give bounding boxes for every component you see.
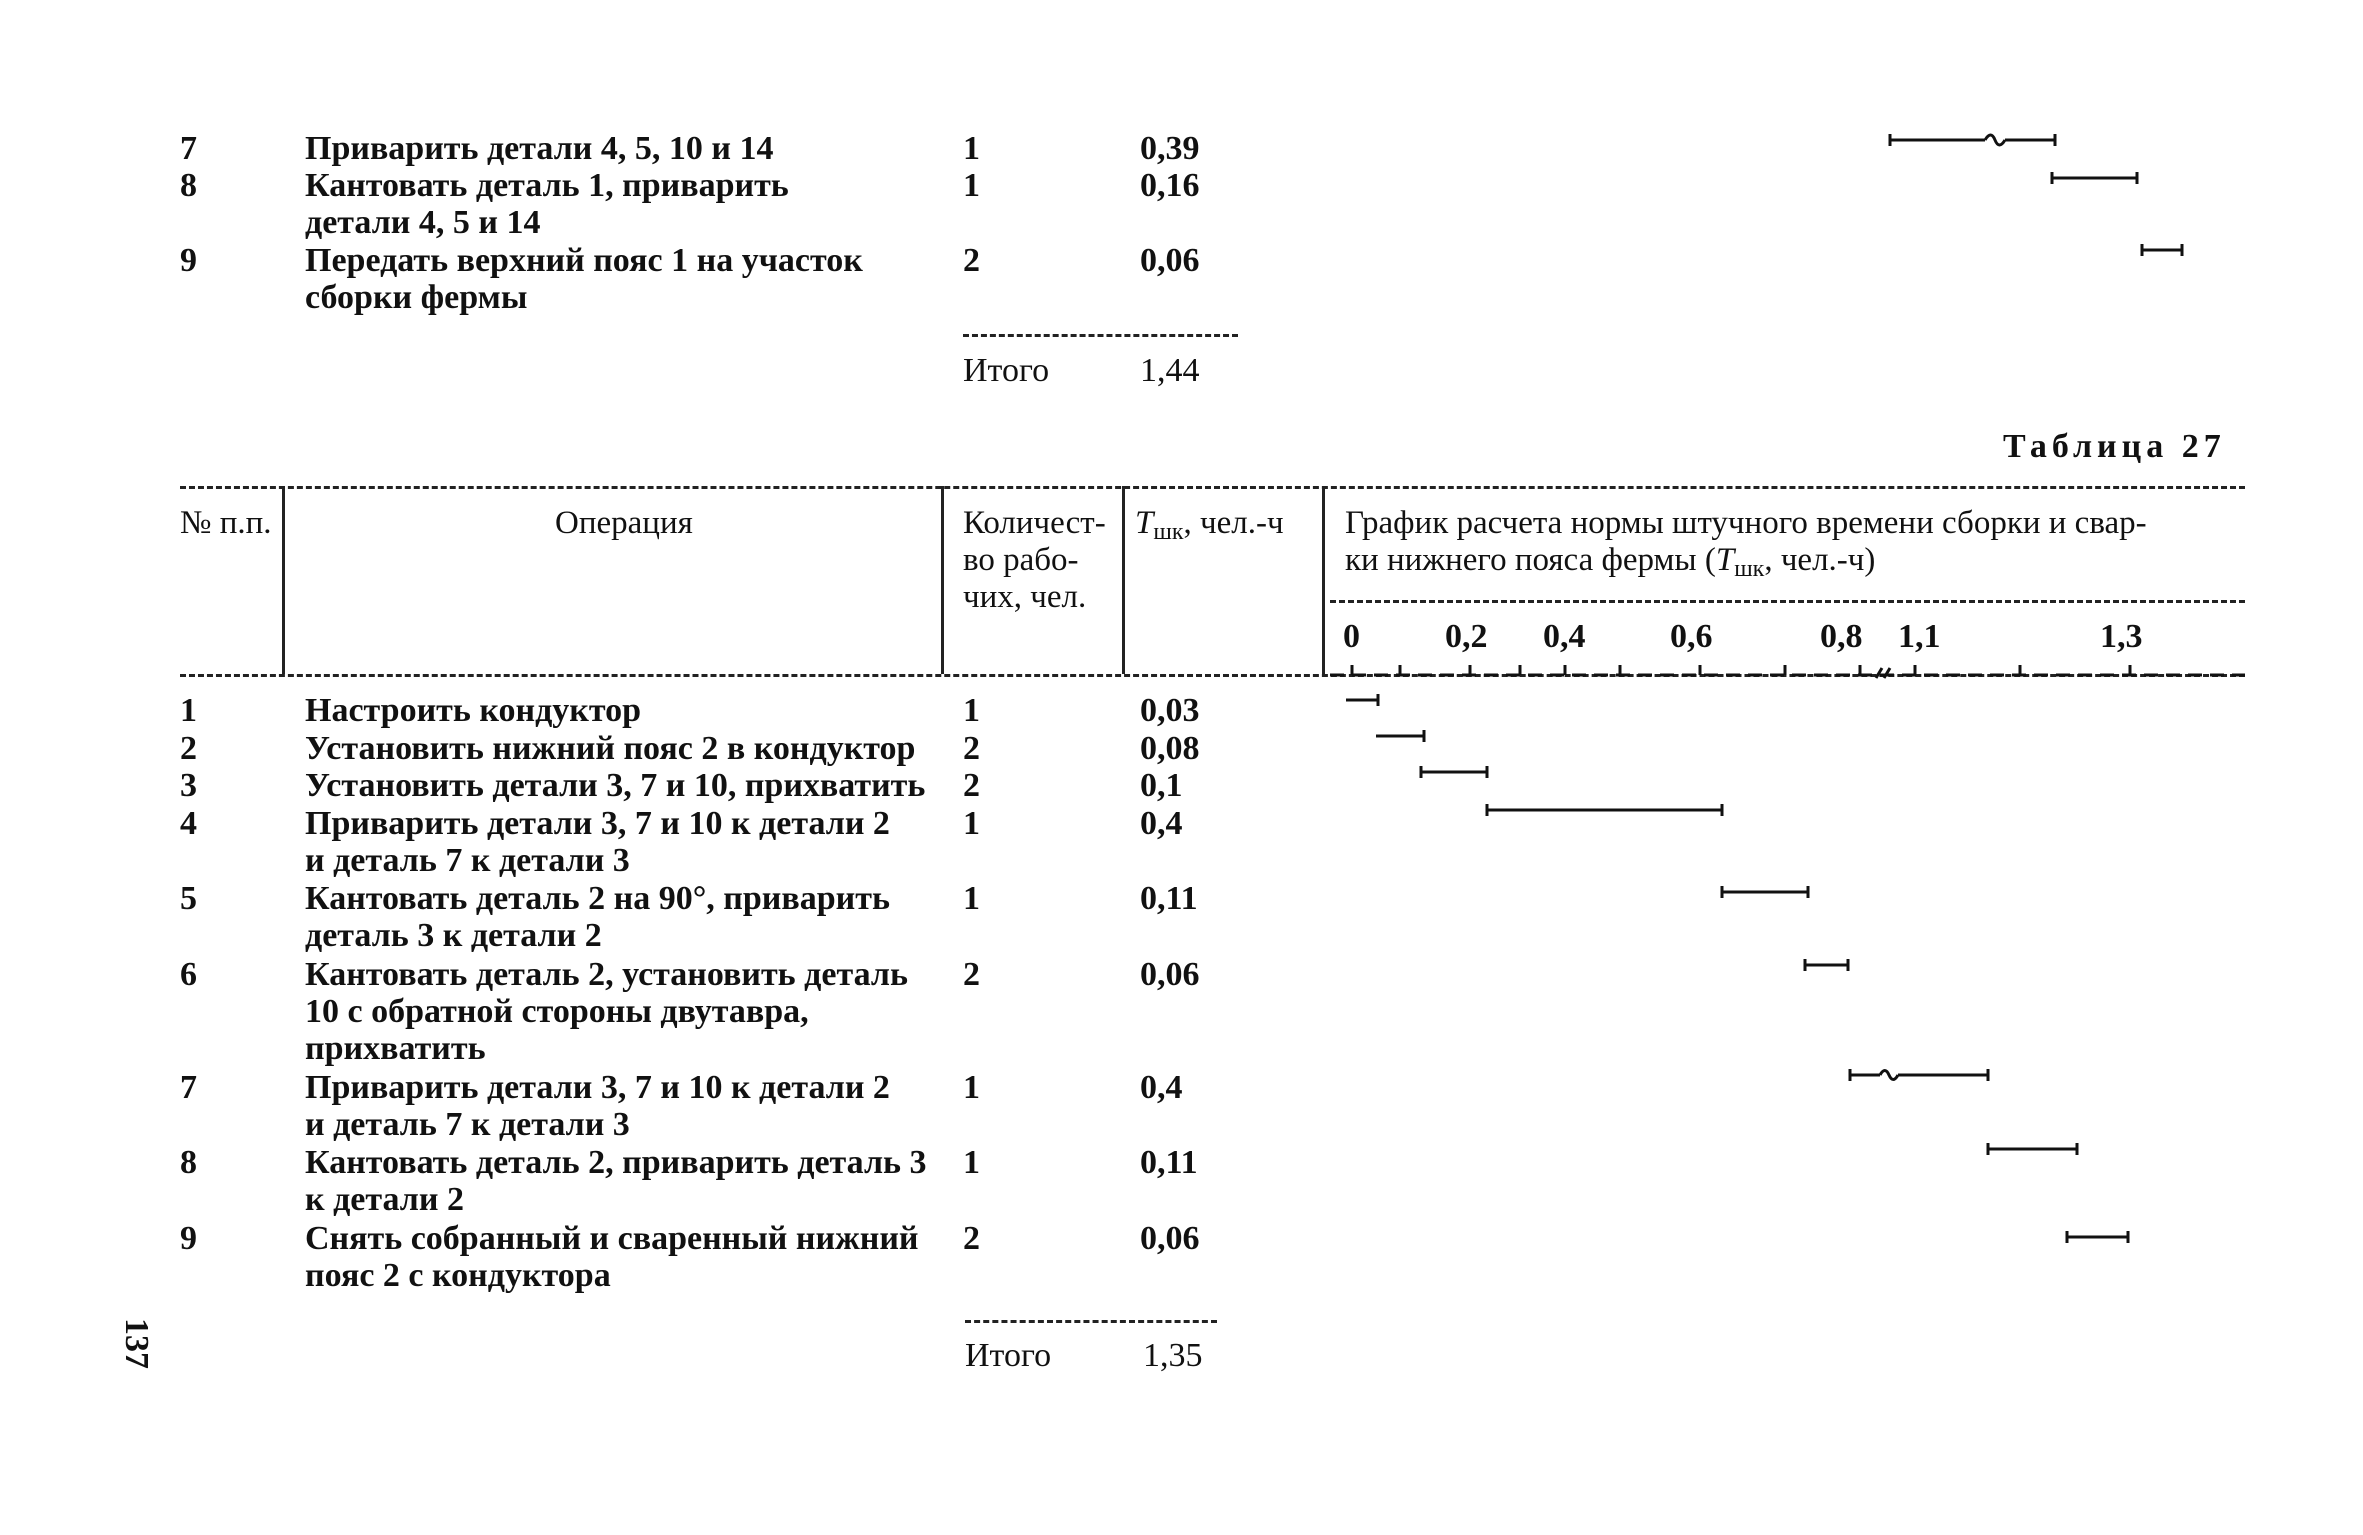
row-workers: 1 — [963, 805, 980, 842]
scale-tick-label: 1,1 — [1898, 618, 1941, 655]
time-symbol: T — [1135, 505, 1154, 541]
row-time: 0,4 — [1140, 1069, 1183, 1106]
header-workers-2: во рабо- — [963, 542, 1079, 578]
row-operation-cont: прихватить — [305, 1030, 486, 1067]
top-row-operation-cont: сборки фермы — [305, 279, 528, 316]
row-time: 0,06 — [1140, 956, 1200, 993]
scale-tick-label: 0,4 — [1543, 618, 1586, 655]
gantt-bar-2 — [1376, 730, 1424, 742]
gantt-bar-1 — [1346, 694, 1378, 706]
gantt-bar-top-9 — [2142, 244, 2182, 256]
row-num: 7 — [180, 1069, 197, 1106]
top-row-workers: 1 — [963, 130, 980, 167]
row-operation-cont: деталь 3 к детали 2 — [305, 917, 602, 954]
top-row-time: 0,06 — [1140, 242, 1200, 279]
row-num: 6 — [180, 956, 197, 993]
gantt-bar-6 — [1805, 959, 1848, 971]
row-time: 0,1 — [1140, 767, 1183, 804]
row-time: 0,11 — [1140, 880, 1198, 917]
top-row-operation: Кантовать деталь 1, приварить — [305, 167, 789, 204]
time-unit: , чел.-ч — [1183, 505, 1284, 541]
row-operation-cont: и деталь 7 к детали 3 — [305, 1106, 630, 1143]
page-number: 137 — [118, 1318, 155, 1369]
top-row-operation-cont: детали 4, 5 и 14 — [305, 204, 541, 241]
scale-tick-label: 0,2 — [1445, 618, 1488, 655]
top-row-num: 9 — [180, 242, 197, 279]
scale-tick-label: 0,6 — [1670, 618, 1713, 655]
top-row-operation: Приварить детали 4, 5, 10 и 14 — [305, 130, 774, 167]
row-workers: 1 — [963, 1144, 980, 1181]
top-row-workers: 2 — [963, 242, 980, 279]
row-time: 0,03 — [1140, 692, 1200, 729]
top-row-num: 7 — [180, 130, 197, 167]
chart-title-post: , чел.-ч) — [1764, 542, 1876, 578]
row-operation-cont: 10 с обратной стороны двутавра, — [305, 993, 809, 1030]
scale-tick-label: 0 — [1343, 618, 1360, 655]
row-operation: Приварить детали 3, 7 и 10 к детали 2 — [305, 1069, 890, 1106]
row-workers: 1 — [963, 692, 980, 729]
header-workers-3: чих, чел. — [963, 579, 1087, 615]
row-operation: Приварить детали 3, 7 и 10 к детали 2 — [305, 805, 890, 842]
header-workers-1: Количест- — [963, 505, 1106, 541]
row-operation: Настроить кондуктор — [305, 692, 642, 729]
total-value: 1,35 — [1143, 1337, 1203, 1374]
table-caption: Таблица 27 — [2003, 428, 2226, 465]
row-time: 0,4 — [1140, 805, 1183, 842]
row-num: 2 — [180, 730, 197, 767]
row-workers: 1 — [963, 1069, 980, 1106]
top-row-workers: 1 — [963, 167, 980, 204]
top-row-time: 0,39 — [1140, 130, 1200, 167]
gantt-bar-5 — [1722, 886, 1808, 898]
chart-title-subscript: шк — [1734, 556, 1765, 582]
row-time: 0,11 — [1140, 1144, 1198, 1181]
gantt-bar-8 — [1988, 1143, 2077, 1155]
row-num: 9 — [180, 1220, 197, 1257]
row-num: 5 — [180, 880, 197, 917]
time-subscript: шк — [1153, 519, 1184, 545]
top-row-time: 0,16 — [1140, 167, 1200, 204]
row-num: 8 — [180, 1144, 197, 1181]
row-operation: Кантовать деталь 2 на 90°, приварить — [305, 880, 890, 917]
chart-title-line1: График расчета нормы штучного времени сборки и свар- — [1345, 505, 2147, 541]
chart-title-pre: ки нижнего пояса фермы ( — [1345, 542, 1716, 578]
row-operation-cont: и деталь 7 к детали 3 — [305, 842, 630, 879]
scale-tick-label: 0,8 — [1820, 618, 1863, 655]
row-time: 0,06 — [1140, 1220, 1200, 1257]
row-workers: 2 — [963, 1220, 980, 1257]
row-operation: Установить нижний пояс 2 в кондуктор — [305, 730, 916, 767]
header-num: № п.п. — [180, 505, 272, 541]
total-label: Итого — [965, 1337, 1052, 1374]
top-row-num: 8 — [180, 167, 197, 204]
row-operation: Установить детали 3, 7 и 10, прихватить — [305, 767, 926, 804]
row-time: 0,08 — [1140, 730, 1200, 767]
row-operation: Кантовать деталь 2, установить деталь — [305, 956, 908, 993]
row-operation: Кантовать деталь 2, приварить деталь 3 — [305, 1144, 927, 1181]
total-value: 1,44 — [1140, 352, 1200, 389]
row-operation: Снять собранный и сваренный нижний — [305, 1220, 919, 1257]
total-label: Итого — [963, 352, 1050, 389]
top-row-operation: Передать верхний пояс 1 на участок — [305, 242, 863, 279]
gantt-bar-9 — [2067, 1231, 2128, 1243]
gantt-bar-3 — [1421, 766, 1487, 778]
row-num: 3 — [180, 767, 197, 804]
row-num: 1 — [180, 692, 197, 729]
gantt-bar-7 — [1850, 1069, 1988, 1081]
row-workers: 2 — [963, 767, 980, 804]
row-num: 4 — [180, 805, 197, 842]
scale-tick-label: 1,3 — [2100, 618, 2143, 655]
gantt-bar-top-8 — [2052, 172, 2137, 184]
row-workers: 1 — [963, 880, 980, 917]
gantt-bar-top-7 — [1890, 134, 2055, 146]
row-operation-cont: пояс 2 с кондуктора — [305, 1257, 611, 1294]
row-workers: 2 — [963, 956, 980, 993]
row-operation-cont: к детали 2 — [305, 1181, 464, 1218]
row-workers: 2 — [963, 730, 980, 767]
chart-title-symbol: T — [1715, 542, 1735, 578]
header-operation: Операция — [555, 505, 693, 541]
gantt-bar-4 — [1487, 804, 1722, 816]
